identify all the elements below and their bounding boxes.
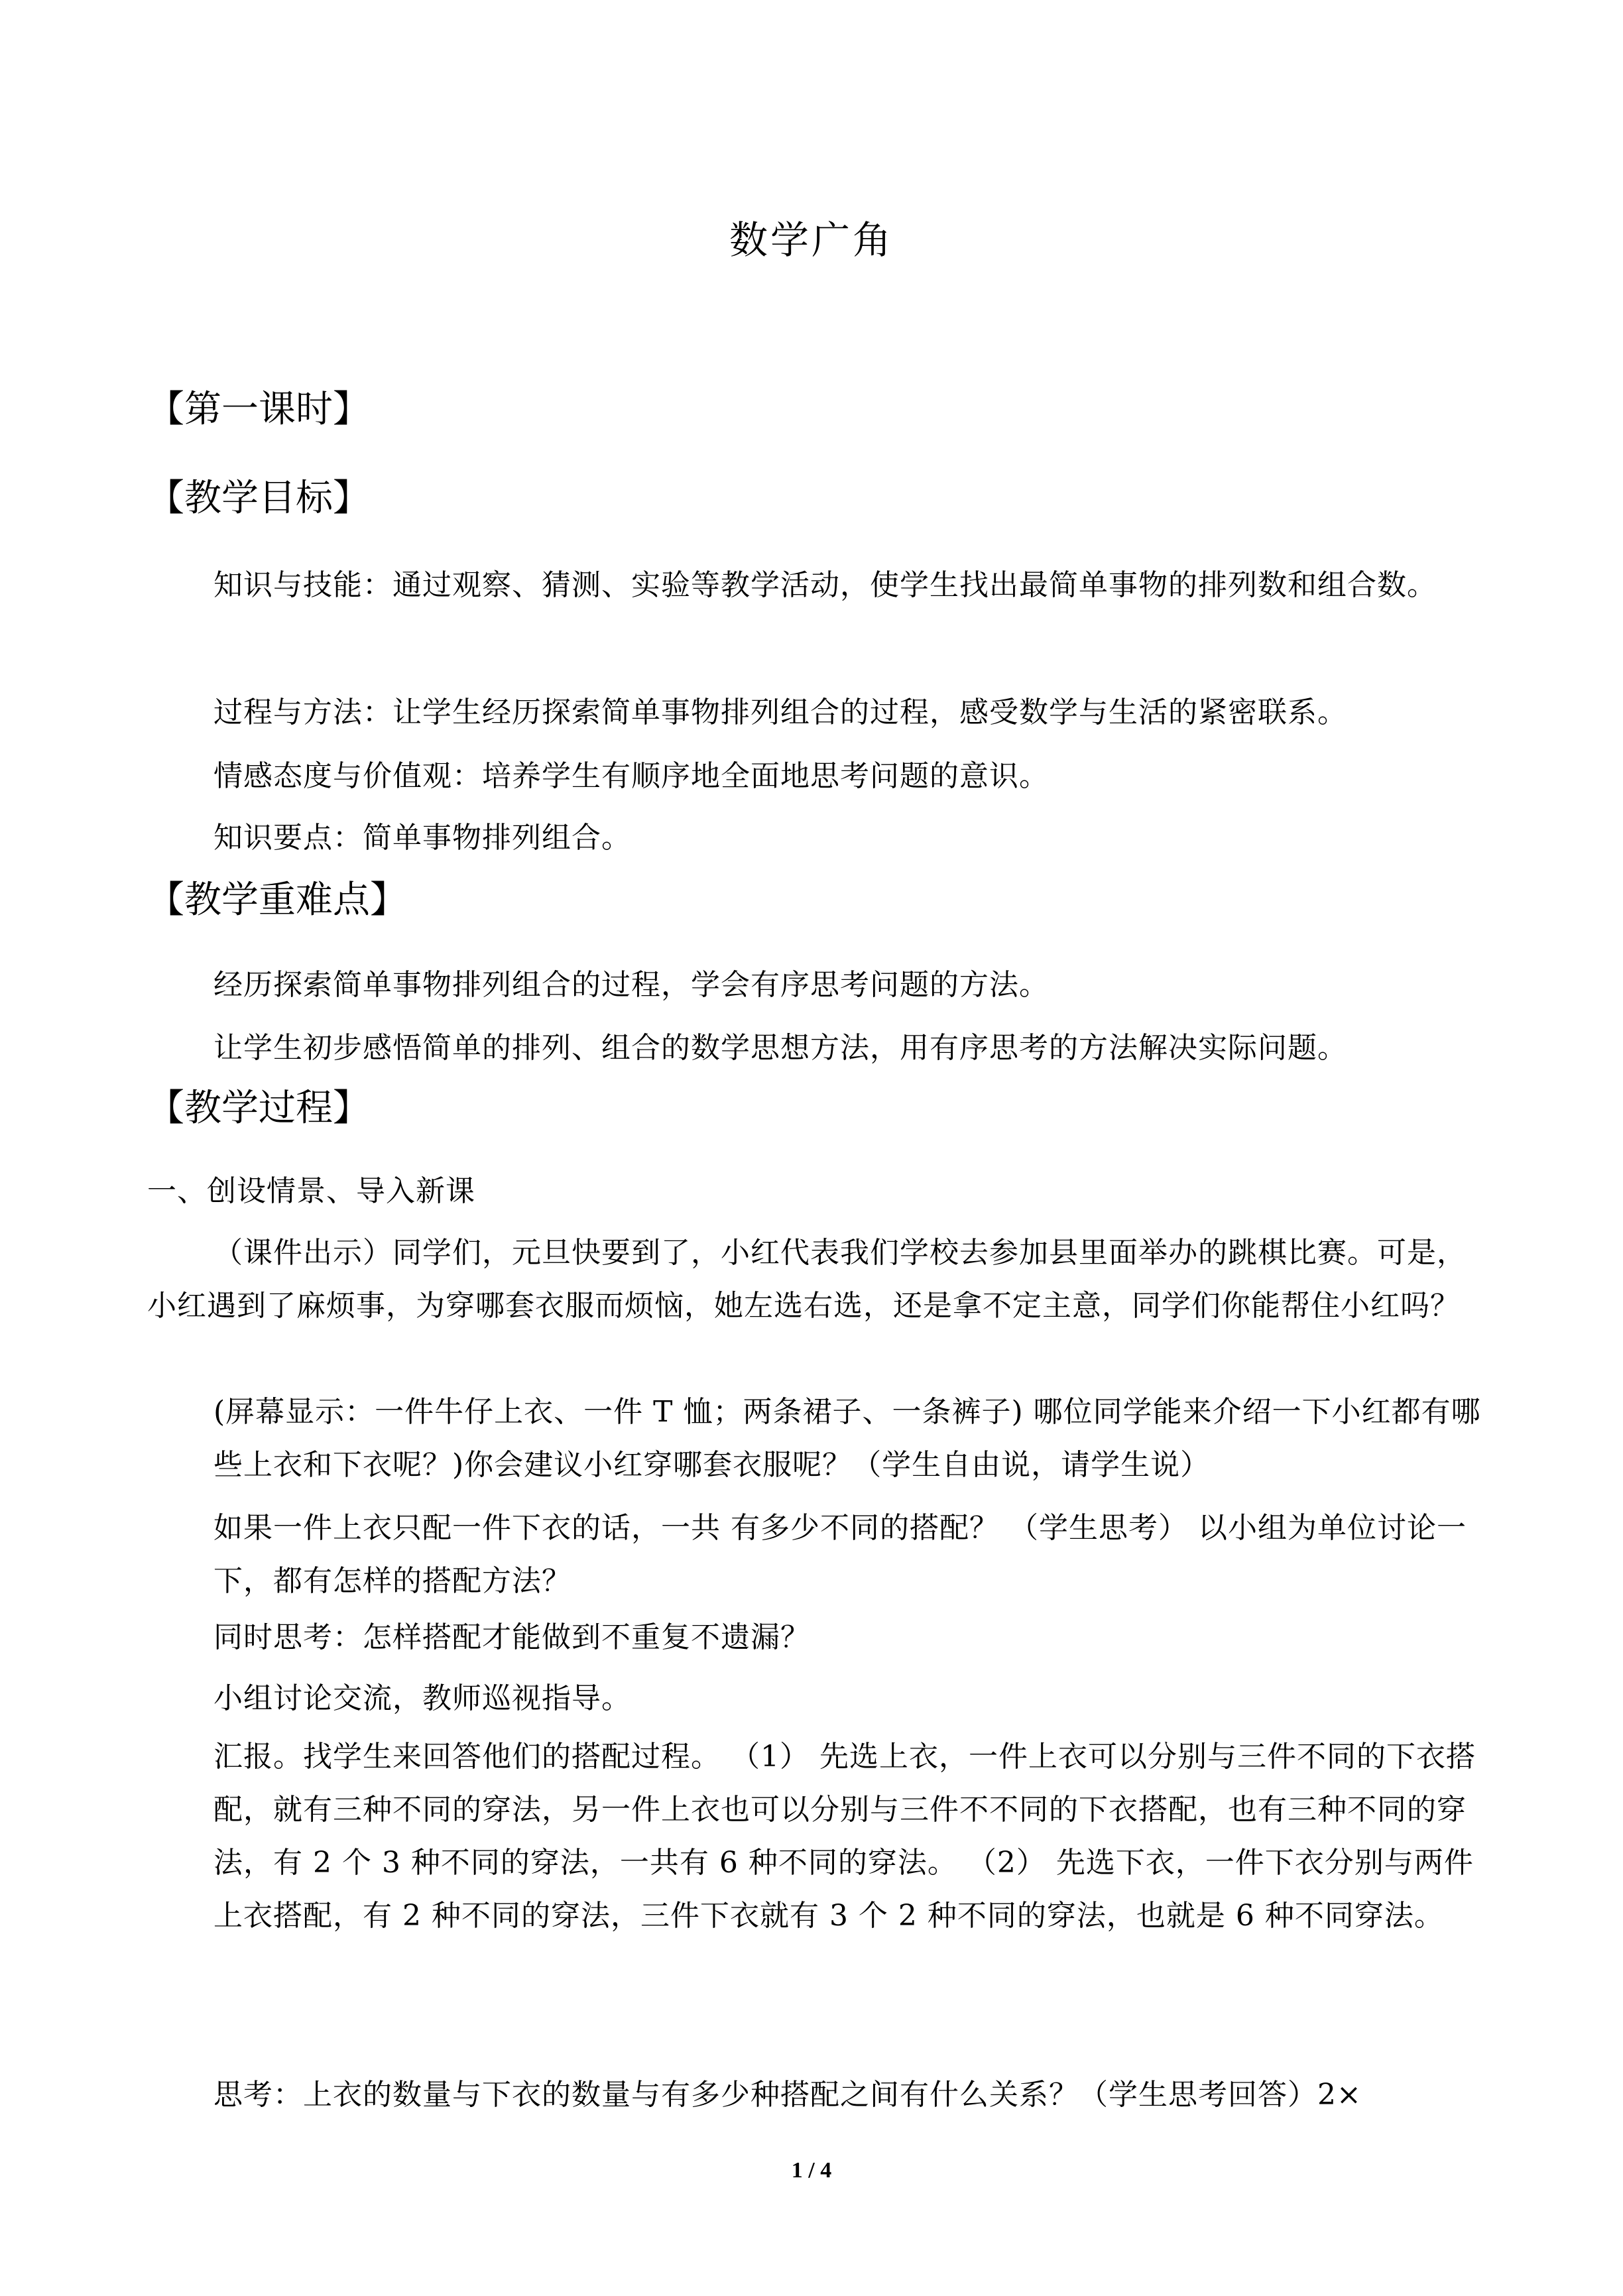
section-heading-lesson: 【第一课时】 <box>147 388 370 431</box>
page-title: 数学广角 <box>729 217 894 263</box>
process-screen: (屏幕显示：一件牛仔上衣、一件 T 恤；两条裙子、一条裤子) 哪位同学能来介绍一下小红都有哪些上衣和下衣呢？)你会建议小红穿哪套衣服呢？（学生自由说，请学生说） <box>213 1395 1481 1482</box>
process-think: 同时思考：怎样搭配才能做到不重复不遗漏？ <box>213 1620 810 1654</box>
process-question: 如果一件上衣只配一件下衣的话，一共 有多少不同的搭配？ （学生思考） 以小组为单位讨论一下，都有怎样的搭配方法？ <box>213 1511 1467 1598</box>
section-heading-process: 【教学过程】 <box>147 1087 370 1130</box>
process-discuss: 小组讨论交流，教师巡视指导。 <box>213 1681 631 1715</box>
objective-knowledge: 知识与技能：通过观察、猜测、实验等教学活动，使学生找出最简单事物的排列数和组合数。 <box>213 568 1437 602</box>
objective-attitude: 情感态度与价值观：培养学生有顺序地全面地思考问题的意识。 <box>213 759 1049 793</box>
page-number: 1 / 4 <box>791 2158 832 2183</box>
process-step-title: 一、创设情景、导入新课 <box>147 1174 475 1208</box>
key-point-2: 让学生初步感悟简单的排列、组合的数学思想方法，用有序思考的方法解决实际问题。 <box>213 1031 1347 1065</box>
key-point-1: 经历探索简单事物排列组合的过程，学会有序思考问题的方法。 <box>213 968 1049 1002</box>
section-heading-key-points: 【教学重难点】 <box>147 878 407 922</box>
process-report: 汇报。找学生来回答他们的搭配过程。 （1） 先选上衣，一件上衣可以分别与三件不同的下衣搭配，就有三种不同的穿法，另一件上衣也可以分别与三件不不同的下衣搭配，也有三种不同的穿法，有 2 个 3 种不同的穿法，一共有 6 种不同的穿法。 （2） 先选下衣，一件下衣分别与两件上衣搭配，有 2 种不同的穿法，三件下衣就有 3 个 2 种不同的穿法，也就是 6 种不同穿法。 <box>213 1740 1476 1933</box>
section-heading-objectives: 【教学目标】 <box>147 477 370 520</box>
objective-keypoint: 知识要点：简单事物排列组合。 <box>213 821 631 855</box>
process-intro: （课件出示）同学们，元旦快要到了，小红代表我们学校去参加县里面举办的跳棋比赛。可是，小红遇到了麻烦事，为穿哪套衣服而烦恼，她左选右选，还是拿不定主意，同学们你能帮住小红吗？ <box>147 1236 1467 1323</box>
objective-process: 过程与方法：让学生经历探索简单事物排列组合的过程，感受数学与生活的紧密联系。 <box>213 695 1347 729</box>
process-reflect: 思考：上衣的数量与下衣的数量与有多少种搭配之间有什么关系？（学生思考回答）2× <box>213 2078 1362 2112</box>
